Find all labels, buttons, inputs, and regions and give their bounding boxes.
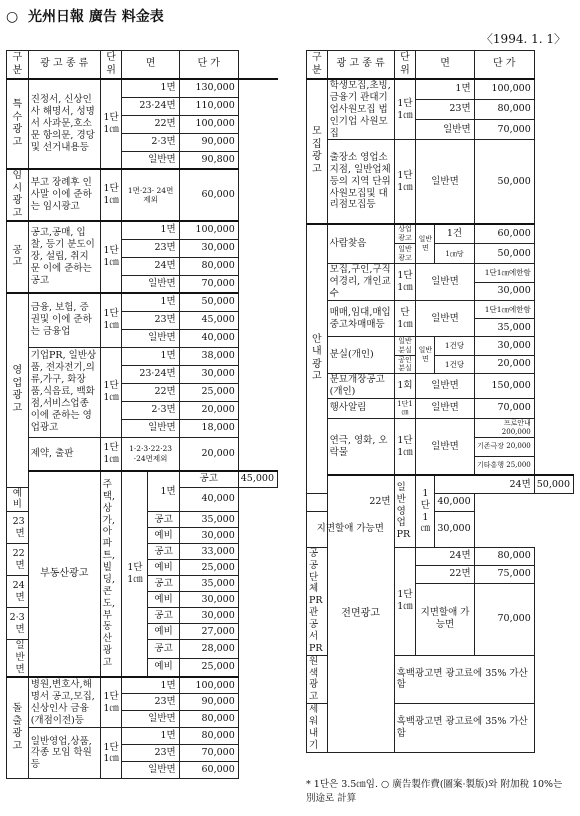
category-cell: 모집광고 xyxy=(307,79,328,224)
col-type: 광 고 종 류 xyxy=(327,51,394,80)
ad-type-cell: 원색광고 xyxy=(307,655,328,704)
price-cell: 150,000 xyxy=(474,374,534,399)
ad-type-cell: 병원,변호사,해명서 공고,모집,신상인사 금융(개점이전)등 xyxy=(28,677,100,728)
note-cell: 흑백광고면 광고료에 35% 가산함 xyxy=(394,704,534,753)
price-cell: 45,000 xyxy=(238,471,277,487)
price-cell: 60,000 xyxy=(179,762,238,779)
size-cell: 일반면 xyxy=(122,419,179,437)
size-cell: 1면 xyxy=(122,347,179,365)
category-cell: 임시광고 xyxy=(7,169,29,221)
unit-cell: 1단1㎝ xyxy=(394,398,416,418)
issue-date: 〈1994. 1. 1〉 xyxy=(480,32,566,46)
ad-type-cell: 학생모집,초빙,금융기 관대기업사원모집 법인기업 사원모집 xyxy=(327,79,394,140)
price-cell: 기타흥행 25,000 xyxy=(474,456,534,475)
size-cell: 일반면 xyxy=(416,120,474,140)
size-cell: 23·24면 xyxy=(122,97,179,115)
price-cell: 110,000 xyxy=(179,97,238,115)
price-cell: 40,000 xyxy=(179,487,238,512)
price-cell: 75,000 xyxy=(474,565,534,583)
size-cell: 24면 xyxy=(416,547,474,565)
price-cell: 80,000 xyxy=(179,257,238,275)
price-cell: 20,000 xyxy=(474,355,534,374)
left-rate-table xyxy=(6,50,278,779)
size-cell: 24면 xyxy=(435,475,534,493)
size-cell: 지면할애 가능면 xyxy=(416,583,474,655)
size-cell: 일반면 xyxy=(122,329,179,347)
size-cell: 22면 xyxy=(307,493,395,511)
size-cell: 1면 xyxy=(122,677,179,694)
ad-type-cell: 금융, 보험, 증권및 이에 준하는 금융업 xyxy=(28,293,100,347)
unit-cell: 1단 1㎝ xyxy=(394,79,416,140)
category-cell: 안내광고 xyxy=(307,224,328,493)
sub-kind-cell: 일반광고 xyxy=(394,244,416,264)
sub-kind-cell: 공인분실 xyxy=(394,355,416,374)
ad-type-cell: 진정서, 신상인사 해명서, 성명서 사과문,호소문 항의문, 경당및 선거내용등 xyxy=(28,79,100,169)
unit-cell: 1단 1㎝ xyxy=(100,169,122,221)
price-cell: 90,000 xyxy=(179,694,238,711)
kind-cell: 공고 xyxy=(148,640,179,659)
category-cell: 전면광고 xyxy=(327,475,394,752)
price-cell: 70,000 xyxy=(474,398,534,418)
price-cell: 25,000 xyxy=(179,560,238,576)
price-cell: 70,000 xyxy=(179,275,238,293)
kind-cell: 공고 xyxy=(148,608,179,624)
price-cell: 50,000 xyxy=(474,140,534,224)
price-cell: 기존극장 20,000 xyxy=(474,437,534,456)
ad-type-cell: 기업PR, 일반상품, 전자전기,의류,가구, 화장품,식음료, 백화점,서비스업종 이에 준하는 영업광고 xyxy=(28,347,100,437)
size-cell: 22면 xyxy=(122,115,179,133)
unit-cell: 1단 1㎝ xyxy=(122,471,148,677)
header-row xyxy=(307,51,574,80)
unit-cell: 1단 1㎝ xyxy=(416,475,435,547)
ad-type-cell: 공공단체PR 관공서PR xyxy=(307,547,328,655)
ad-type-cell: 분묘개장공고(개인) xyxy=(327,374,394,399)
ad-type-cell: 사람찾음 xyxy=(327,224,394,264)
kind-cell: 예비 xyxy=(148,592,179,608)
price-cell: 30,000 xyxy=(179,608,238,624)
ad-type-cell: 일반영업,상품,각종 모임 학원등 xyxy=(28,728,100,779)
category-cell: 영업광고 xyxy=(7,293,29,487)
col-size: 면 xyxy=(416,51,474,80)
kind-cell: 공고 xyxy=(148,544,179,560)
unit-cell: 1건당 xyxy=(435,355,474,374)
col-price: 단 가 xyxy=(474,51,534,80)
unit-cell: 1단 1㎝ xyxy=(100,347,122,437)
price-cell: 80,000 xyxy=(179,711,238,728)
price-cell: 30,000 xyxy=(179,365,238,383)
size-cell: 일반면 xyxy=(416,224,435,264)
size-cell: 22면 xyxy=(416,565,474,583)
unit-cell: 1건 xyxy=(435,224,474,244)
price-cell: 40,000 xyxy=(179,329,238,347)
ad-type-cell: 주택, 상가, 아파트, 빌딩, 콘도, 부동산 광고 xyxy=(100,471,122,677)
size-cell: 1면 xyxy=(122,221,179,239)
size-cell: 23면 xyxy=(122,239,179,257)
price-cell: 35,000 xyxy=(179,512,238,528)
page-title xyxy=(6,6,164,26)
size-cell: 일반면 xyxy=(416,418,474,475)
ad-type-cell: 공고,공매, 입찰, 등기 분도이장, 설립, 취지문 이에 준하는 공고 xyxy=(28,221,100,293)
col-size: 면 xyxy=(122,51,179,80)
col-category: 구분 xyxy=(307,51,328,80)
price-cell: 38,000 xyxy=(179,347,238,365)
category-cell: 부동산광고 xyxy=(28,471,100,677)
ad-type-cell: 매매,임대,매입 중고차매매등 xyxy=(327,301,394,337)
size-cell: 일반면 xyxy=(416,301,474,337)
price-cell: 80,000 xyxy=(474,547,534,565)
kind-cell: 예비 xyxy=(148,624,179,640)
price-cell: 30,000 xyxy=(474,282,534,300)
unit-cell: 1단 1㎝ xyxy=(100,293,122,347)
price-note-cell: 1단1㎝에한함 xyxy=(474,264,534,282)
price-cell: 28,000 xyxy=(179,640,238,659)
size-cell: 일반면 xyxy=(122,151,179,169)
size-cell: 23면 xyxy=(122,745,179,762)
unit-cell: 1단 1㎝ xyxy=(100,437,122,471)
size-cell: 일반면 xyxy=(416,264,474,301)
unit-cell: 1단 1㎝ xyxy=(100,728,122,779)
price-cell: 35,000 xyxy=(474,319,534,337)
price-cell: 25,000 xyxy=(179,383,238,401)
price-cell: 60,000 xyxy=(474,224,534,244)
price-cell: 130,000 xyxy=(179,79,238,97)
col-unit: 단위 xyxy=(394,51,416,80)
unit-cell: 1단 1㎝ xyxy=(394,264,416,301)
unit-cell: 1단 1㎝ xyxy=(100,221,122,293)
size-cell: 1면 xyxy=(148,471,179,512)
size-cell: 2·3면 xyxy=(7,608,29,640)
kind-cell: 공고 xyxy=(148,512,179,528)
sub-kind-cell: 일반분실 xyxy=(394,337,416,356)
size-cell: 24면 xyxy=(122,257,179,275)
kind-cell: 예비 xyxy=(148,658,179,677)
title-text: 光州日報 廣告 料金表 xyxy=(27,9,164,25)
size-cell: 23면 xyxy=(122,694,179,711)
header-row xyxy=(7,51,278,80)
price-cell: 80,000 xyxy=(179,728,238,745)
size-cell: 1면·23· 24면제외 xyxy=(122,169,179,221)
size-cell: 지면할애 가능면 xyxy=(307,511,395,547)
unit-cell: 1㎝당 xyxy=(435,244,474,264)
size-cell: 일반면 xyxy=(122,762,179,779)
sub-kind-cell: 상업광고 xyxy=(394,224,416,244)
size-cell: 23면 xyxy=(122,311,179,329)
price-cell: 33,000 xyxy=(179,544,238,560)
kind-cell: 예비 xyxy=(148,560,179,576)
price-cell: 45,000 xyxy=(179,311,238,329)
price-cell: 25,000 xyxy=(179,658,238,677)
price-cell: 프로안내 200,000 xyxy=(474,418,534,437)
size-cell: 일반면 xyxy=(416,337,435,374)
ad-type-cell: 일반영업PR xyxy=(394,475,416,547)
size-cell: 22면 xyxy=(7,544,29,576)
size-cell: 2·3면 xyxy=(122,401,179,419)
note-cell: 흑백광고면 광고료에 35% 가산함 xyxy=(394,655,534,704)
ad-type-cell: 부고 장례후 인사말 이에 준하는 임시광고 xyxy=(28,169,100,221)
size-cell: 1면 xyxy=(122,293,179,311)
size-cell: 일반면 xyxy=(416,140,474,224)
unit-cell: 1회 xyxy=(394,374,416,399)
price-cell: 30,000 xyxy=(179,592,238,608)
price-cell: 27,000 xyxy=(179,624,238,640)
size-cell: 1면 xyxy=(122,79,179,97)
price-cell: 100,000 xyxy=(179,221,238,239)
category-cell: 특수광고 xyxy=(7,79,29,169)
price-cell: 70,000 xyxy=(474,583,534,655)
size-cell: 23·24면 xyxy=(122,365,179,383)
size-cell: 23면 xyxy=(7,512,29,544)
ad-type-cell: 제약, 출판 xyxy=(28,437,100,471)
size-cell: 2·3면 xyxy=(122,133,179,151)
unit-cell: 1건당 xyxy=(435,337,474,356)
ad-type-cell: 연극, 영화, 오락물 xyxy=(327,418,394,475)
col-category: 구분 xyxy=(7,51,29,80)
size-cell: 1면 xyxy=(416,79,474,99)
size-cell: 23면 xyxy=(416,99,474,119)
price-cell: 30,000 xyxy=(435,511,474,547)
price-cell: 80,000 xyxy=(474,99,534,119)
size-cell: 일반면 xyxy=(416,398,474,418)
price-cell: 20,000 xyxy=(179,437,238,471)
size-cell: 일반면 xyxy=(122,275,179,293)
col-price: 단 가 xyxy=(179,51,238,80)
price-cell: 90,800 xyxy=(179,151,238,169)
kind-cell: 공고 xyxy=(148,576,179,592)
price-cell: 40,000 xyxy=(435,493,474,511)
price-note-cell: 1단1㎝에한함 xyxy=(474,301,534,319)
ad-type-cell: 출장소 영업소지점, 일반업체등의 지역 단위 사원모집및 대리점모집등 xyxy=(327,140,394,224)
kind-cell: 공고 xyxy=(179,471,238,487)
ad-type-cell: 세워내기 xyxy=(307,704,328,753)
size-cell: 1·2·3·22·23 ·24면제외 xyxy=(122,437,179,471)
unit-cell: 1단 1㎝ xyxy=(394,547,416,655)
unit-cell: 1단 1㎝ xyxy=(394,140,416,224)
bullet-icon: ○ xyxy=(6,9,19,25)
price-cell: 60,000 xyxy=(179,169,238,221)
size-cell: 일반면 xyxy=(416,374,474,399)
price-cell: 90,000 xyxy=(179,133,238,151)
price-cell: 70,000 xyxy=(474,120,534,140)
size-cell: 22면 xyxy=(122,383,179,401)
price-cell: 30,000 xyxy=(474,337,534,356)
price-cell: 18,000 xyxy=(179,419,238,437)
price-cell: 35,000 xyxy=(179,576,238,592)
footnote: * 1단은 3.5㎝임. ○ 廣告製作費(圖案·製版)와 附加稅 10%는 別途로 計算 xyxy=(306,779,563,805)
size-cell: 1면 xyxy=(122,728,179,745)
category-cell: 공고 xyxy=(7,221,29,293)
price-cell: 50,000 xyxy=(534,475,573,493)
price-cell: 100,000 xyxy=(179,115,238,133)
price-cell: 70,000 xyxy=(179,745,238,762)
kind-cell: 예비 xyxy=(148,528,179,544)
price-cell: 100,000 xyxy=(179,677,238,694)
ad-type-cell: 분실(개인) xyxy=(327,337,394,374)
size-cell: 일반면 xyxy=(7,640,29,677)
col-type: 광 고 종 류 xyxy=(28,51,100,80)
category-cell: 돌출광고 xyxy=(7,677,29,779)
unit-cell: 1단 1㎝ xyxy=(100,677,122,728)
price-cell: 50,000 xyxy=(474,244,534,264)
ad-type-cell: 모집,구인,구직 여경리, 개인교수 xyxy=(327,264,394,301)
kind-cell: 예비 xyxy=(7,487,29,512)
size-cell: 일반면 xyxy=(122,711,179,728)
ad-type-cell: 행사알림 xyxy=(327,398,394,418)
right-rate-table xyxy=(306,50,574,753)
unit-cell: 1단 1㎝ xyxy=(100,79,122,169)
price-cell: 100,000 xyxy=(474,79,534,99)
price-cell: 20,000 xyxy=(179,401,238,419)
price-cell: 30,000 xyxy=(179,528,238,544)
unit-cell: 1단 1㎝ xyxy=(394,418,416,475)
price-cell: 50,000 xyxy=(179,293,238,311)
size-cell: 24면 xyxy=(7,576,29,608)
price-cell: 30,000 xyxy=(179,239,238,257)
unit-cell: 단 1㎝ xyxy=(394,301,416,337)
col-unit: 단위 xyxy=(100,51,122,80)
